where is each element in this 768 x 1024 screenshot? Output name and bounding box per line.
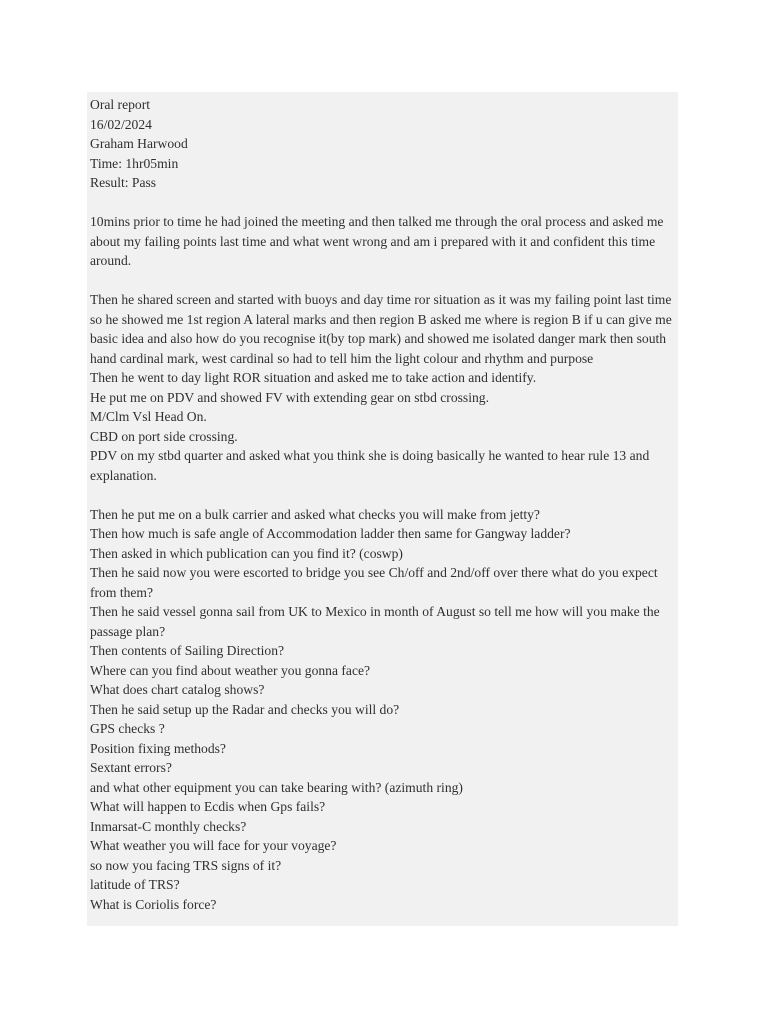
ror-line: PDV on my stbd quarter and asked what you think she is doing basically he wanted to hear rule 13 and explanation.	[90, 448, 650, 483]
report-title: Oral report	[90, 97, 151, 112]
question-line: GPS checks ?	[90, 721, 165, 736]
question-line: Sextant errors?	[90, 760, 172, 775]
question-line: What weather you will face for your voyage?	[90, 838, 337, 853]
paragraph-buoys: Then he shared screen and started with buoys and day time ror situation as it was my failing point last time so he showed me 1st region A lateral marks and then region B asked me where is region B if u can give me basic idea and also how do you recognise it(by top mark) and showed me isolated danger mark then south hand cardinal mark, west cardinal so had to tell him the light colour and rhythm and purpose	[90, 292, 672, 366]
question-line: Where can you find about weather you gonna face?	[90, 662, 371, 678]
paragraph-intro: 10mins prior to time he had joined the meeting and then talked me through the oral process and asked me about my failing points last time and what went wrong and am i prepared with it and confident this time around.	[90, 214, 664, 268]
question-line: Then asked in which publication can you find it? (coswp)	[90, 545, 403, 561]
question-line: Then he put me on a bulk carrier and asked what checks you will make from jetty?	[90, 506, 540, 522]
question-line: latitude of TRS?	[90, 877, 180, 892]
paragraph-gap	[90, 271, 678, 291]
question-line: Then contents of Sailing Direction?	[90, 643, 285, 658]
question-line: Then how much is safe angle of Accommodation ladder then same for Gangway ladder?	[90, 526, 571, 541]
question-line: Then he said setup up the Radar and checks you will do?	[90, 701, 400, 717]
report-body	[90, 95, 678, 914]
ror-line: Then he went to day light ROR situation and asked me to take action and identify.	[90, 370, 537, 385]
exam-duration: Time: 1hr05min	[90, 155, 179, 171]
question-line: Position fixing methods?	[90, 740, 226, 756]
question-line: What does chart catalog shows?	[90, 682, 265, 697]
ror-line: M/Clm Vsl Head On.	[90, 409, 207, 424]
question-line: Then he said now you were escorted to bridge you see Ch/off and 2nd/off over there what do you expect from them?	[90, 565, 658, 600]
paragraph-gap	[90, 485, 678, 505]
ror-line: CBD on port side crossing.	[90, 428, 238, 444]
question-line: Then he said vessel gonna sail from UK to Mexico in month of August so tell me how will you make the passage plan?	[90, 604, 660, 639]
ror-line: He put me on PDV and showed FV with extending gear on stbd crossing.	[90, 389, 489, 405]
document-page	[87, 92, 678, 926]
question-line: and what other equipment you can take bearing with? (azimuth ring)	[90, 779, 463, 795]
report-date: 16/02/2024	[90, 116, 152, 132]
paragraph-gap	[90, 193, 678, 213]
exam-result: Result: Pass	[90, 175, 157, 190]
examiner-name: Graham Harwood	[90, 136, 188, 151]
question-line: Inmarsat-C monthly checks?	[90, 818, 247, 834]
question-line: What will happen to Ecdis when Gps fails?	[90, 799, 326, 814]
question-line: What is Coriolis force?	[90, 896, 217, 912]
question-line: so now you facing TRS signs of it?	[90, 857, 282, 873]
